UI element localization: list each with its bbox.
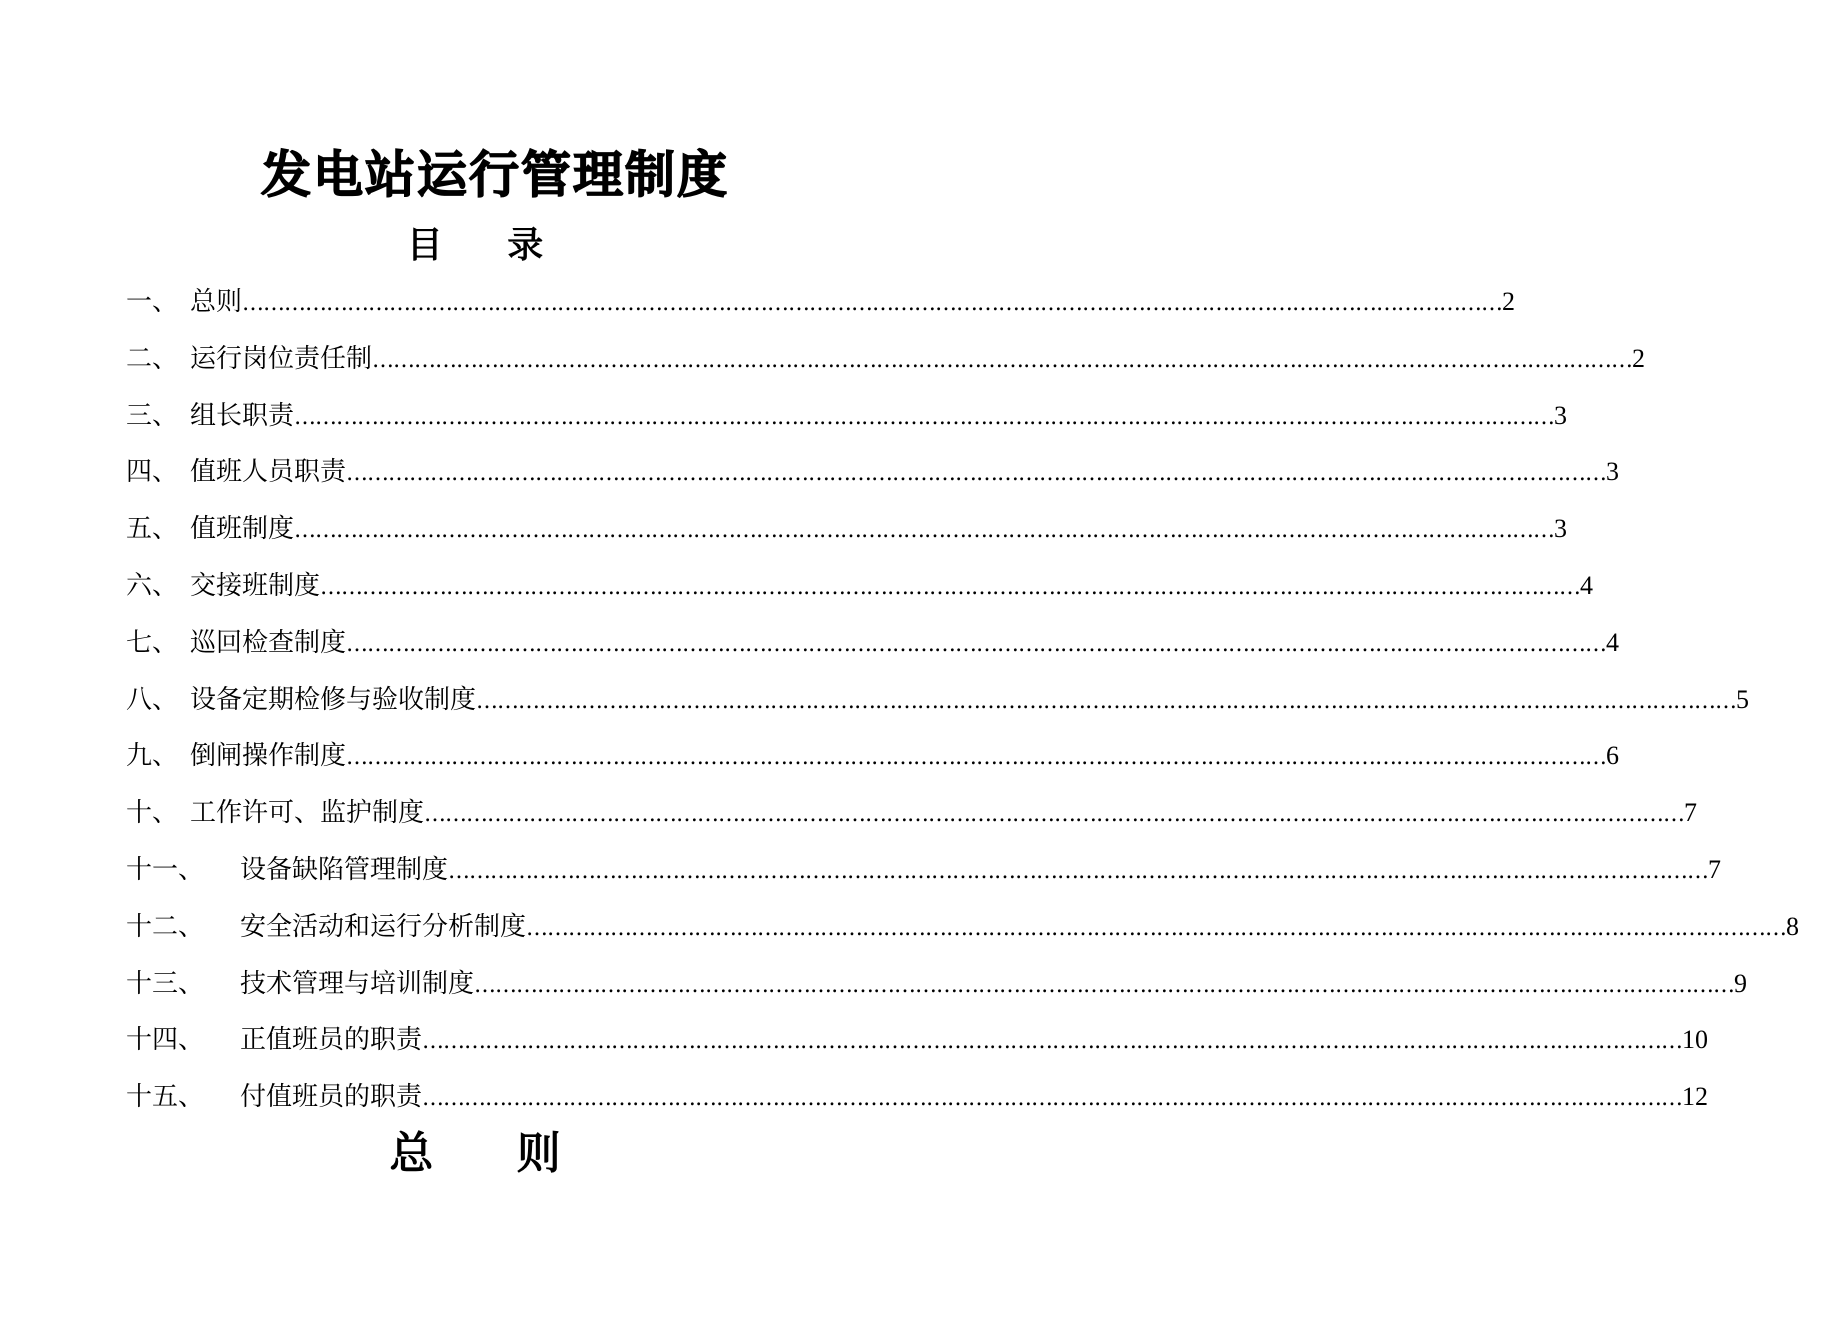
toc-entry-page: 2: [1502, 287, 1516, 316]
toc-entry-title: 安全活动和运行分析制度: [240, 911, 527, 942]
toc-entry-title: 交接班制度: [190, 570, 321, 601]
toc-entry[interactable]: [126, 564, 1594, 621]
section-heading: 总 则: [389, 1128, 595, 1179]
toc-entry-title: 倒闸操作制度: [190, 741, 347, 772]
toc-entry-title: 巡回检查制度: [190, 627, 347, 658]
toc-dot-leader: ………………………………………………………………………………………………………………………………………………………………: [474, 972, 1735, 998]
toc-entry-number: 十二、: [126, 911, 205, 942]
toc-entry-page: 9: [1734, 968, 1748, 998]
toc-entry-number: 十、: [126, 798, 179, 829]
toc-entry-title: 组长职责: [190, 400, 295, 431]
toc-entry-title: 运行岗位责任制: [190, 343, 373, 374]
toc-entry-number: 五、: [126, 514, 179, 545]
toc-entry[interactable]: [126, 621, 1620, 678]
toc-entry-page: 3: [1554, 400, 1568, 430]
toc-entry[interactable]: [126, 678, 1750, 735]
toc-entry-title: 值班人员职责: [190, 457, 347, 488]
toc-entry-title: 总则: [190, 287, 243, 317]
toc-entry-number: 六、: [126, 570, 179, 601]
toc-dot-leader: ………………………………………………………………………………………………………………………………………………………………: [346, 745, 1607, 771]
toc-entry-page: 6: [1606, 741, 1620, 771]
toc-dot-leader: ………………………………………………………………………………………………………………………………………………………………: [242, 291, 1503, 316]
toc-dot-leader: ………………………………………………………………………………………………………………………………………………………………: [346, 461, 1607, 487]
toc-heading: 目 录: [406, 225, 570, 266]
toc-entry-title: 工作许可、监护制度: [190, 798, 425, 829]
toc-entry-page: 12: [1682, 1082, 1709, 1112]
table-of-contents: [126, 280, 1800, 1132]
toc-entry-number: 四、: [126, 457, 179, 488]
toc-entry[interactable]: [126, 450, 1620, 507]
toc-entry-page: 3: [1606, 457, 1620, 487]
toc-entry-page: 5: [1736, 684, 1750, 714]
toc-entry-title: 付值班员的职责: [240, 1082, 423, 1113]
toc-entry-number: 九、: [126, 741, 179, 772]
toc-entry[interactable]: [126, 1018, 1709, 1075]
toc-entry[interactable]: [126, 734, 1620, 791]
toc-dot-leader: ………………………………………………………………………………………………………………………………………………………………: [424, 802, 1685, 828]
toc-entry-number: 十五、: [126, 1082, 205, 1113]
toc-entry-number: 十三、: [126, 968, 205, 999]
toc-entry-page: 7: [1684, 798, 1698, 828]
toc-dot-leader: ………………………………………………………………………………………………………………………………………………………………: [526, 915, 1787, 941]
toc-entry-page: 3: [1554, 514, 1568, 544]
toc-entry-title: 设备定期检修与验收制度: [190, 684, 477, 715]
toc-entry-title: 技术管理与培训制度: [240, 968, 475, 999]
toc-entry-number: 十四、: [126, 1025, 205, 1056]
toc-entry-number: 十一、: [126, 854, 205, 885]
toc-entry[interactable]: [126, 848, 1722, 905]
toc-entry[interactable]: [126, 791, 1698, 848]
toc-dot-leader: ………………………………………………………………………………………………………………………………………………………………: [448, 858, 1709, 884]
toc-entry-page: 2: [1632, 343, 1646, 373]
toc-entry-page: 7: [1708, 854, 1722, 884]
toc-dot-leader: ………………………………………………………………………………………………………………………………………………………………: [320, 574, 1581, 600]
toc-dot-leader: ………………………………………………………………………………………………………………………………………………………………: [294, 518, 1555, 544]
toc-entry[interactable]: [126, 905, 1800, 962]
toc-dot-leader: ………………………………………………………………………………………………………………………………………………………………: [294, 404, 1555, 430]
toc-entry[interactable]: [126, 507, 1568, 564]
toc-entry-page: 4: [1606, 627, 1620, 657]
toc-dot-leader: ………………………………………………………………………………………………………………………………………………………………: [422, 1029, 1683, 1055]
toc-entry-page: 8: [1786, 911, 1800, 941]
toc-dot-leader: ………………………………………………………………………………………………………………………………………………………………: [346, 631, 1607, 657]
toc-entry-title: 值班制度: [190, 514, 295, 545]
toc-dot-leader: ………………………………………………………………………………………………………………………………………………………………: [422, 1086, 1683, 1112]
toc-entry-number: 三、: [126, 400, 179, 431]
toc-entry[interactable]: [126, 280, 1516, 337]
toc-entry-number: 七、: [126, 627, 179, 658]
document-title: 发电站运行管理制度: [261, 146, 729, 204]
toc-entry-number: 一、: [126, 287, 179, 317]
toc-dot-leader: ………………………………………………………………………………………………………………………………………………………………: [476, 688, 1737, 714]
toc-entry-title: 设备缺陷管理制度: [240, 854, 449, 885]
toc-entry-number: 八、: [126, 684, 179, 715]
toc-entry-title: 正值班员的职责: [240, 1025, 423, 1056]
toc-entry[interactable]: [126, 962, 1748, 1019]
toc-entry-page: 10: [1682, 1025, 1709, 1055]
toc-dot-leader: ………………………………………………………………………………………………………………………………………………………………: [372, 347, 1633, 373]
toc-entry[interactable]: [126, 337, 1646, 394]
toc-entry-number: 二、: [126, 343, 179, 374]
toc-entry-page: 4: [1580, 570, 1594, 600]
toc-entry[interactable]: [126, 394, 1568, 451]
